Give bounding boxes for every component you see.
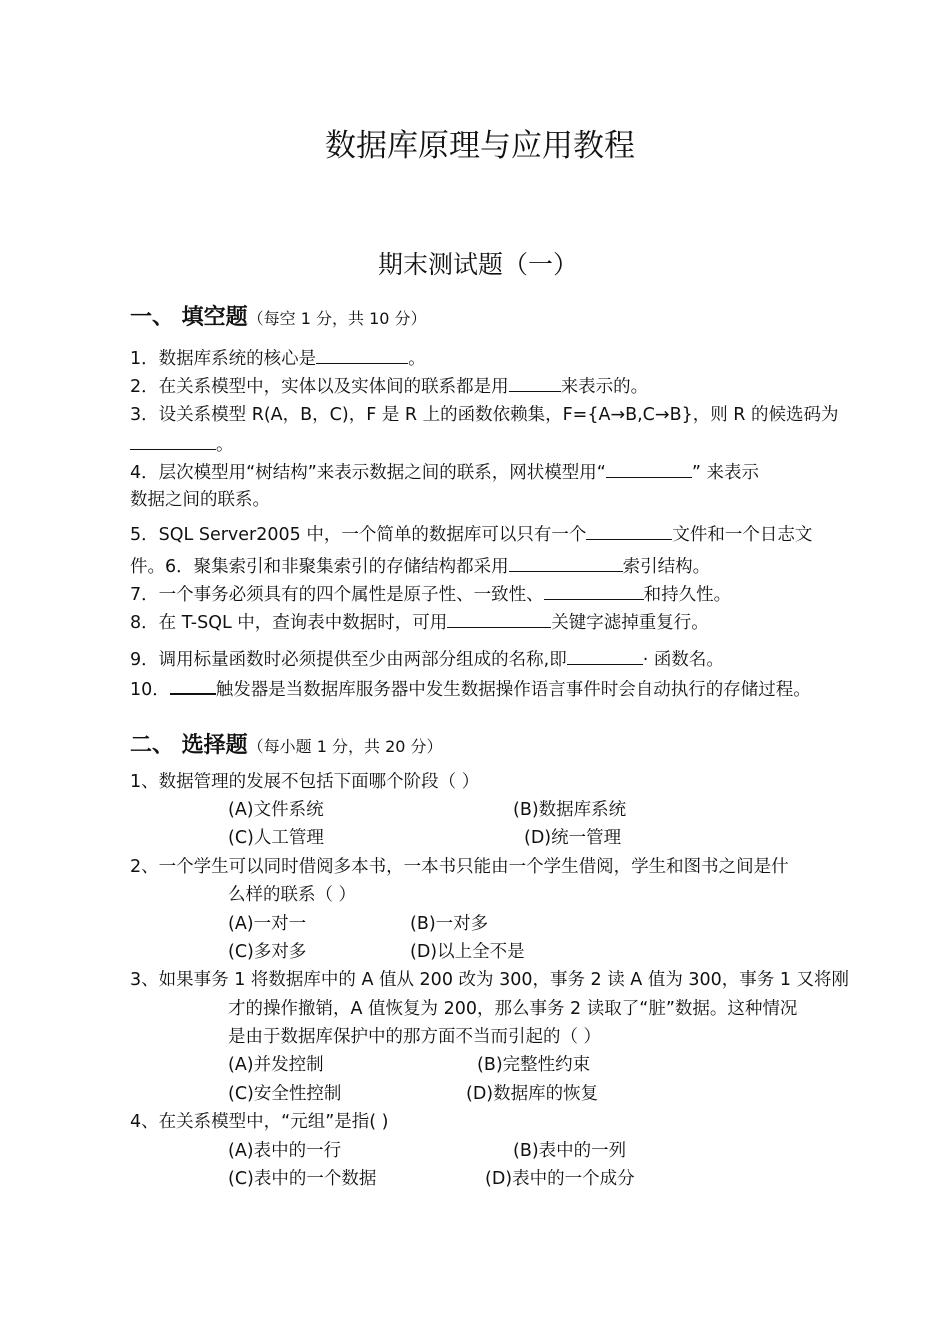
question-text: 9．调用标量函数时必须提供至少由两部分组成的名称,即 — [130, 650, 567, 670]
question-text: 索引结构。 — [622, 557, 711, 577]
question-text: 7．一个事务必须具有的四个属性是原子性、一致性、 — [130, 585, 544, 605]
question-6 — [130, 554, 710, 579]
answer-blank — [567, 647, 643, 665]
question-3-continued — [130, 432, 234, 457]
question-4 — [130, 460, 759, 485]
question-text: 4．层次模型用“树结构”来表示数据之间的联系，网状模型用“ — [130, 463, 606, 483]
mc-question-2-option-d: (D)以上全不是 — [410, 942, 525, 962]
question-text: ” 来表示 — [691, 463, 759, 483]
mc-question-3-option-a: (A)并发控制 — [228, 1055, 324, 1075]
question-text: 。 — [408, 349, 426, 369]
question-text: 触发器是当数据库服务器中发生数据操作语言事件时会自动执行的存储过程。 — [215, 680, 811, 700]
question-3 — [130, 403, 839, 427]
question-text: 和持久性。 — [643, 585, 732, 605]
question-10 — [130, 676, 811, 702]
mc-question-1-option-b: (B)数据库系统 — [513, 800, 627, 820]
exam-subtitle: 期末测试题（一） — [378, 250, 579, 279]
mc-question-3-stem-continued: 才的操作撤销，A 值恢复为 200，那么事务 2 读取了“脏”数据。这种情况 — [228, 999, 798, 1019]
mc-question-3-option-d: (D)数据库的恢复 — [466, 1084, 599, 1104]
section-heading-fill-blank — [130, 303, 427, 334]
section-heading-multiple-choice — [130, 731, 443, 762]
answer-blank — [544, 582, 644, 600]
mc-question-1-option-c: (C)人工管理 — [228, 828, 324, 848]
question-8 — [130, 610, 709, 635]
question-text: 3．设关系模型 R(A，B，C)，F 是 R 上的函数依赖集，F={A→B,C→B}，则 R 的候选码为 — [130, 405, 839, 425]
mc-question-2-stem-continued: 么样的联系（ ） — [228, 885, 357, 905]
question-text: 关键字滤掉重复行。 — [551, 613, 709, 633]
answer-blank — [509, 374, 561, 392]
question-1 — [130, 346, 426, 371]
question-text: 2．在关系模型中，实体以及实体间的联系都是用 — [130, 377, 509, 397]
section-score-note: （每小题 1 分，共 20 分） — [247, 737, 443, 756]
question-9 — [130, 647, 724, 672]
answer-blank — [447, 610, 551, 628]
question-4-continued — [130, 488, 270, 512]
mc-question-3-option-b: (B)完整性约束 — [477, 1055, 591, 1075]
mc-question-2-option-b: (B)一对多 — [410, 914, 489, 934]
question-text: 10． — [130, 680, 170, 700]
mc-question-2-option-a: (A)一对一 — [228, 914, 307, 934]
document-title: 数据库原理与应用教程 — [325, 128, 635, 164]
mc-question-3-option-c: (C)安全性控制 — [228, 1084, 342, 1104]
answer-blank — [316, 346, 408, 364]
mc-question-2-option-c: (C)多对多 — [228, 942, 307, 962]
section-score-note: （每空 1 分，共 10 分） — [247, 309, 427, 328]
question-text: 文件和一个日志文 — [672, 525, 813, 545]
question-text: 。 — [216, 435, 234, 455]
mc-question-3-stem: 3、如果事务 1 将数据库中的 A 值从 200 改为 300，事务 2 读 A 值为 300，事务 1 又将刚 — [130, 970, 850, 990]
answer-blank — [606, 460, 692, 478]
answer-blank — [586, 522, 672, 540]
mc-question-4-option-d: (D)表中的一个成分 — [485, 1169, 635, 1189]
question-text: 来表示的。 — [560, 377, 649, 397]
question-text: 8．在 T-SQL 中，查询表中数据时，可用 — [130, 613, 448, 633]
mc-question-1-option-d: (D)统一管理 — [524, 828, 622, 848]
question-text: 5．SQL Server2005 中，一个简单的数据库可以只有一个 — [130, 525, 587, 545]
question-2 — [130, 374, 648, 399]
mc-question-4-option-b: (B)表中的一列 — [513, 1141, 627, 1161]
question-text: · 函数名。 — [642, 650, 724, 670]
mc-question-4-stem: 4、在关系模型中，“元组”是指( ) — [130, 1112, 389, 1132]
mc-question-1-option-a: (A)文件系统 — [228, 800, 324, 820]
mc-question-2-stem: 2、一个学生可以同时借阅多本书，一本书只能由一个学生借阅，学生和图书之间是什 — [130, 857, 789, 877]
mc-question-3-stem-continued: 是由于数据库保护中的那方面不当而引起的（ ） — [228, 1027, 602, 1047]
question-text: 数据之间的联系。 — [130, 490, 270, 510]
answer-blank — [509, 554, 623, 572]
answer-blank — [130, 432, 216, 450]
answer-blank — [170, 676, 216, 695]
question-text: 1．数据库系统的核心是 — [130, 349, 317, 369]
question-text: 件。6．聚集索引和非聚集索引的存储结构都采用 — [130, 557, 509, 577]
section-title: 一、 填空题 — [130, 305, 248, 330]
section-title: 二、 选择题 — [130, 733, 248, 758]
mc-question-4-option-a: (A)表中的一行 — [228, 1141, 342, 1161]
question-5 — [130, 522, 812, 547]
mc-question-4-option-c: (C)表中的一个数据 — [228, 1169, 377, 1189]
mc-question-1-stem: 1、数据管理的发展不包括下面哪个阶段（ ） — [130, 772, 480, 792]
question-7 — [130, 582, 731, 607]
